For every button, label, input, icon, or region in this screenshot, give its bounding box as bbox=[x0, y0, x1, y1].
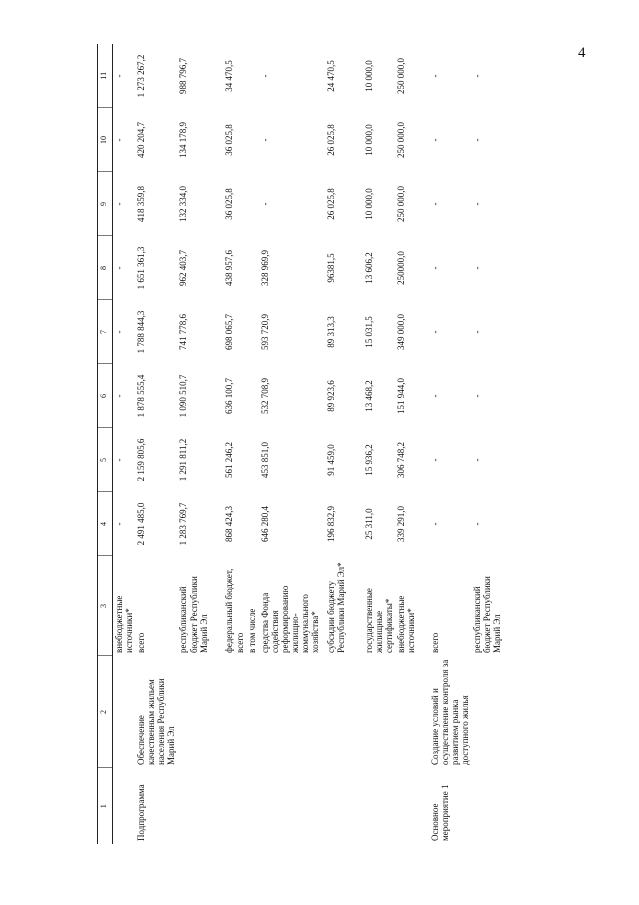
value-cell: - bbox=[259, 74, 270, 78]
value-cell: - bbox=[114, 266, 124, 270]
table-row bbox=[259, 44, 325, 844]
value-cell: - bbox=[429, 266, 440, 270]
value-cell: 250 000,0 bbox=[395, 58, 406, 94]
value-cell: 96381,5 bbox=[325, 253, 336, 283]
funding-source-cell: внебюджетные источники* bbox=[395, 595, 416, 653]
value-cell: - bbox=[472, 266, 483, 270]
value-cell: 89 313,3 bbox=[325, 316, 336, 348]
value-cell: 988 796,7 bbox=[178, 58, 189, 94]
value-cell: - bbox=[472, 74, 483, 78]
value-cell: 134 178,9 bbox=[178, 122, 189, 158]
table-row bbox=[325, 44, 363, 844]
value-cell bbox=[246, 172, 259, 236]
program-name-cell bbox=[471, 656, 511, 768]
value-cell: 453 851,0 bbox=[259, 442, 270, 478]
value-cell bbox=[246, 300, 259, 364]
column-number: 1 bbox=[98, 768, 113, 844]
value-cell: - bbox=[114, 138, 124, 142]
value-cell: - bbox=[472, 202, 483, 206]
program-level-cell bbox=[246, 768, 259, 844]
table-row bbox=[246, 44, 259, 844]
program-name-cell bbox=[259, 656, 325, 768]
value-cell: 646 280,4 bbox=[259, 506, 270, 542]
funding-source-cell: внебюджетные источники* bbox=[114, 595, 135, 653]
table-row bbox=[113, 44, 136, 844]
table-row bbox=[135, 44, 177, 844]
value-cell: 420 204,7 bbox=[136, 122, 147, 158]
column-number: 10 bbox=[98, 108, 113, 172]
funding-source-cell: республиканский бюджет Республики Марий Эл bbox=[178, 576, 209, 653]
value-cell: 1 651 361,3 bbox=[136, 246, 147, 290]
value-cell: - bbox=[429, 330, 440, 334]
value-cell: 15 031,5 bbox=[363, 316, 374, 348]
value-cell: - bbox=[472, 522, 483, 526]
column-number: 3 bbox=[98, 556, 113, 656]
value-cell: 306 748,2 bbox=[395, 442, 406, 478]
value-cell: 1 273 267,2 bbox=[136, 54, 147, 98]
value-cell bbox=[246, 44, 259, 108]
value-cell: 13 468,2 bbox=[363, 380, 374, 412]
column-number: 9 bbox=[98, 172, 113, 236]
funding-source-cell: всего bbox=[429, 632, 440, 653]
program-name-cell bbox=[363, 656, 395, 768]
value-cell: 91 459,0 bbox=[325, 444, 336, 476]
value-cell: - bbox=[114, 74, 124, 78]
value-cell: 26 025,8 bbox=[325, 124, 336, 156]
value-cell: 10 000,0 bbox=[363, 60, 374, 92]
value-cell: 349 000,0 bbox=[395, 314, 406, 350]
program-level-cell: Подпрограмма bbox=[136, 784, 147, 841]
value-cell: 36 025,8 bbox=[224, 188, 235, 220]
value-cell: 2 491 485,0 bbox=[136, 502, 147, 546]
value-cell: - bbox=[114, 458, 124, 462]
table-row bbox=[429, 44, 471, 844]
page-number: 4 bbox=[578, 45, 586, 61]
value-cell: - bbox=[429, 394, 440, 398]
funding-source-cell: федеральный бюджет, всего bbox=[224, 568, 245, 653]
value-cell: 328 969,9 bbox=[259, 250, 270, 286]
value-cell bbox=[246, 236, 259, 300]
table-row bbox=[363, 44, 395, 844]
table-row bbox=[395, 44, 423, 844]
table-row bbox=[223, 44, 245, 844]
value-cell: 532 708,9 bbox=[259, 378, 270, 414]
value-cell: - bbox=[429, 138, 440, 142]
value-cell: - bbox=[472, 330, 483, 334]
value-cell bbox=[246, 108, 259, 172]
program-level-cell bbox=[471, 768, 511, 844]
value-cell: 250 000,0 bbox=[395, 186, 406, 222]
program-level-cell bbox=[113, 768, 136, 844]
funding-source-cell: всего bbox=[136, 632, 147, 653]
value-cell: 418 359,8 bbox=[136, 186, 147, 222]
value-cell: 1 291 811,2 bbox=[178, 438, 189, 482]
value-cell: 636 100,7 bbox=[224, 378, 235, 414]
table-row bbox=[471, 44, 511, 844]
value-cell: 962 403,7 bbox=[178, 250, 189, 286]
value-cell: - bbox=[259, 138, 270, 142]
value-cell: 196 832,9 bbox=[325, 506, 336, 542]
value-cell: 1 788 844,3 bbox=[136, 310, 147, 354]
program-name-cell: Создание условий и осуществление контроля за развитием рынка доступного жилья bbox=[429, 659, 471, 765]
funding-source-cell: в том числе bbox=[246, 608, 257, 653]
funding-source-cell: республиканский бюджет Республики Марий Эл bbox=[472, 576, 503, 653]
column-number: 11 bbox=[98, 44, 113, 108]
column-number: 2 bbox=[98, 656, 113, 768]
value-cell: - bbox=[429, 74, 440, 78]
program-name-cell bbox=[325, 656, 363, 768]
program-level-cell: Основное мероприятие 1 bbox=[429, 784, 450, 841]
value-cell: 339 291,0 bbox=[395, 506, 406, 542]
value-cell: - bbox=[429, 522, 440, 526]
table-row bbox=[177, 44, 223, 844]
value-cell: 34 470,5 bbox=[224, 60, 235, 92]
value-cell: - bbox=[114, 202, 124, 206]
value-cell: 561 246,2 bbox=[224, 442, 235, 478]
rotated-page bbox=[97, 44, 527, 844]
value-cell: 24 470,5 bbox=[325, 60, 336, 92]
value-cell bbox=[246, 364, 259, 428]
value-cell: 10 000,0 bbox=[363, 188, 374, 220]
program-name-cell: Обеспечение качественным жильем населения Республики Марий Эл bbox=[136, 678, 177, 765]
program-level-cell bbox=[223, 768, 245, 844]
value-cell bbox=[246, 492, 259, 556]
column-number: 5 bbox=[98, 428, 113, 492]
value-cell: - bbox=[472, 138, 483, 142]
rotated-table-container bbox=[97, 44, 527, 844]
value-cell: 36 025,8 bbox=[224, 124, 235, 156]
column-number-row bbox=[98, 44, 113, 844]
value-cell: - bbox=[114, 330, 124, 334]
value-cell: 1 283 769,7 bbox=[178, 502, 189, 546]
value-cell: - bbox=[259, 202, 270, 206]
funding-source-cell: субсидии бюджету Республики Марий Эл* bbox=[325, 562, 346, 653]
value-cell: 2 159 805,6 bbox=[136, 438, 147, 482]
funding-source-cell: государственные жилищные сертификаты* bbox=[363, 588, 394, 653]
value-cell: 593 720,9 bbox=[259, 314, 270, 350]
value-cell: 10 000,0 bbox=[363, 124, 374, 156]
value-cell: 26 025,8 bbox=[325, 188, 336, 220]
value-cell: - bbox=[429, 458, 440, 462]
value-cell: 15 936,2 bbox=[363, 444, 374, 476]
program-name-cell bbox=[113, 656, 136, 768]
value-cell: - bbox=[472, 394, 483, 398]
column-number: 7 bbox=[98, 300, 113, 364]
value-cell: 89 923,6 bbox=[325, 380, 336, 412]
value-cell: 250 000,0 bbox=[395, 122, 406, 158]
value-cell: 741 778,6 bbox=[178, 314, 189, 350]
program-name-cell bbox=[177, 656, 223, 768]
value-cell: - bbox=[114, 394, 124, 398]
value-cell: 1 878 555,4 bbox=[136, 374, 147, 418]
program-level-cell bbox=[177, 768, 223, 844]
column-number: 6 bbox=[98, 364, 113, 428]
program-level-cell bbox=[325, 768, 363, 844]
value-cell: 250000,0 bbox=[395, 251, 406, 285]
program-name-cell bbox=[223, 656, 245, 768]
program-level-cell bbox=[363, 768, 395, 844]
value-cell: 25 311,0 bbox=[363, 508, 374, 540]
program-level-cell bbox=[259, 768, 325, 844]
value-cell bbox=[246, 428, 259, 492]
value-cell: 868 424,3 bbox=[224, 506, 235, 542]
budget-table bbox=[97, 44, 511, 844]
program-name-cell bbox=[395, 656, 423, 768]
program-name-cell bbox=[246, 656, 259, 768]
funding-source-cell: средства Фонда содействия реформированию жилищно-коммунального хозяйства* bbox=[259, 585, 321, 653]
value-cell: 438 957,6 bbox=[224, 250, 235, 286]
table-body bbox=[98, 44, 512, 844]
value-cell: - bbox=[429, 202, 440, 206]
program-level-cell bbox=[395, 768, 423, 844]
value-cell: 132 334,0 bbox=[178, 186, 189, 222]
value-cell: 13 606,2 bbox=[363, 252, 374, 284]
column-number: 4 bbox=[98, 492, 113, 556]
value-cell: 1 090 510,7 bbox=[178, 374, 189, 418]
column-number: 8 bbox=[98, 236, 113, 300]
value-cell: 698 065,7 bbox=[224, 314, 235, 350]
value-cell: - bbox=[114, 522, 124, 526]
value-cell: 151 944,0 bbox=[395, 378, 406, 414]
value-cell: - bbox=[472, 458, 483, 462]
